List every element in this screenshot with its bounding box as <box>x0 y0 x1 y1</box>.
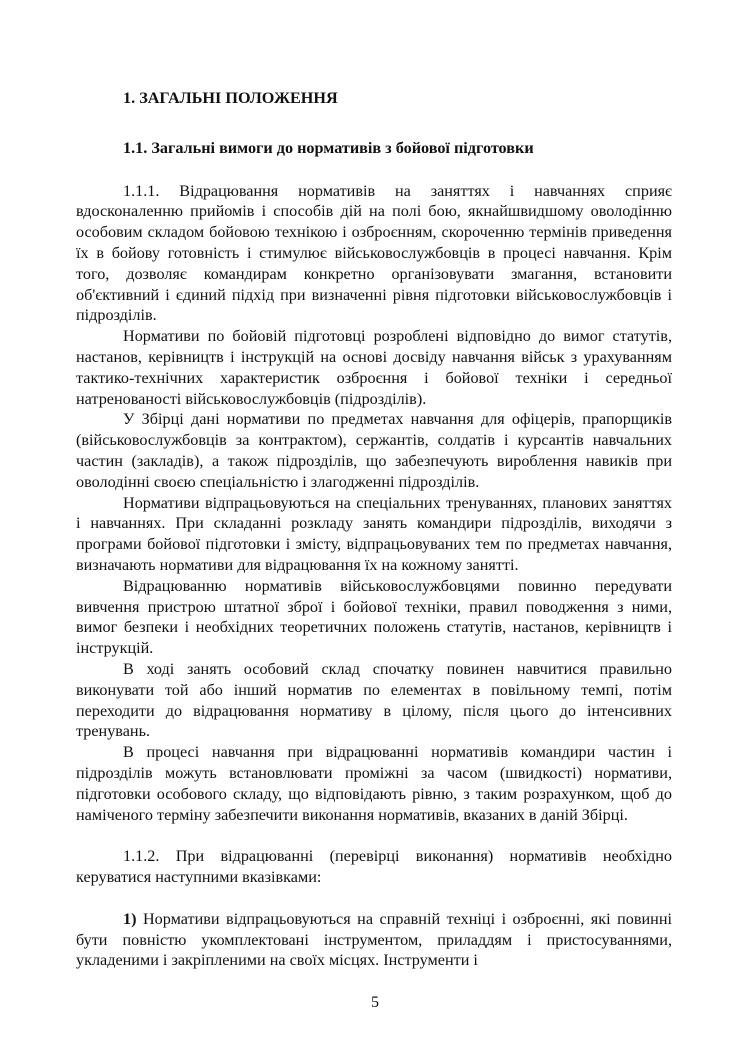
list-item-number: 1) <box>123 909 137 928</box>
page-content <box>76 88 672 971</box>
paragraph-1-1-1: 1.1.1. Відрацювання нормативів на заняттях і навчаннях сприяє вдосконаленню прийомів і способів дій на полі бою, якнайшвидшому оволодінню особовим складом бойовою технікою і озброєнням, скороченню термінів приведення їх в бойову готовність і стимулює військовослужбовців в процесі навчання. Крім того, дозволяє командирам конкретно організовувати змагання, встановити об'єктивний і єдиний підхід при визначенні рівня підготовки військовослужбовців і підрозділів. <box>76 181 672 325</box>
section-title: 1. ЗАГАЛЬНІ ПОЛОЖЕННЯ <box>123 89 338 107</box>
paragraph: Нормативи відпрацьовуються на спеціальних тренуваннях, планових заняттях і навчаннях. При складанні розкладу занять командири підрозділів, виходячи з програми бойової підготовки і змісту, відпрацьовуваних тем по предметах навчання, визначають нормативи для відрацювання їх на кожному занятті. <box>76 493 672 574</box>
paragraph: В ході занять особовий склад спочатку повинен навчитися правильно виконувати той або інший норматив по елементах в повільному темпі, потім переходити до відрацювання нормативу в цілому, після цього до інтенсивних тренувань. <box>76 659 672 741</box>
paragraph-1-1-2: 1.1.2. При відрацюванні (перевірці виконання) нормативів необхідно керуватися наступними вказівками: <box>76 847 672 887</box>
paragraph: У Збірці дані нормативи по предметах навчання для офіцерів, прапорщиків (військовослужбовців за контрактом), сержантів, солдатів і курсантів навчальних частин (закладів), а також підрозділів, що забезпечують вироблення навиків при оволодінні своєю спеціальністю і злагодженні підрозділів. <box>76 410 672 491</box>
paragraph: В процесі навчання при відрацюванні нормативів командири частин і підрозділів можуть встановлювати проміжні за часом (швидкості) нормативи, підготовки особового складу, що відповідають рівню, з таким розрахунком, щоб до наміченого терміну забезпечити виконання нормативів, вказаних в даній Збірці. <box>76 743 672 824</box>
paragraph: Відрацюванню нормативів військовослужбовцями повинно передувати вивчення пристрою штатної зброї і бойової техніки, правил поводження з ними, вимог безпеки і необхідних теоретичних положень статутів, настанов, керівництв і інструкцій. <box>76 576 672 658</box>
list-item-text: Нормативи відпрацьовуються на справній техніці і озброєнні, які повинні бути повністю укомплектовані інструментом, приладдям і пристосуваннями, укладеними і закріпленими на своїх місцях. Інструменти і <box>76 909 672 970</box>
subsection-title: 1.1. Загальні вимоги до нормативів з бойової підготовки <box>123 138 534 157</box>
paragraph: Нормативи по бойовій підготовці розроблені відповідно до вимог статутів, настанов, керівництв і інструкцій на основі досвіду навчання військ з урахуванням тактико-технічних характеристик озброєння і бойової техніки і середньої натренованості військовослужбовців (підрозділів). <box>76 327 672 408</box>
list-item-1 <box>76 909 672 971</box>
page-number: 5 <box>371 994 379 1011</box>
